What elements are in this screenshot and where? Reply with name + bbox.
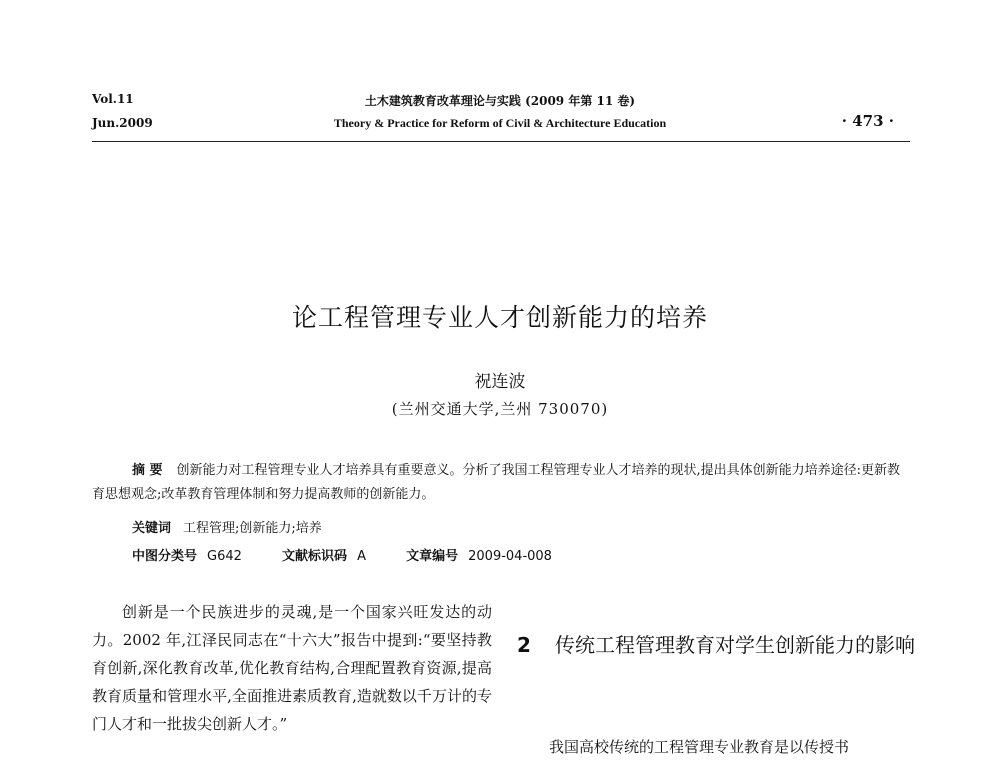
header-divider bbox=[92, 141, 910, 142]
abstract-text: 创新能力对工程管理专业人才培养具有重要意义。分析了我国工程管理专业人才培养的现状,提出具体创新能力培养途径:更新教育思想观念;改革教育管理体制和努力提高教师的创新能力。 bbox=[92, 463, 901, 502]
author-name: 祝连波 bbox=[474, 372, 526, 392]
article-id-label: 文章编号 bbox=[406, 549, 459, 564]
classification-line bbox=[132, 545, 588, 564]
abstract-paragraph bbox=[92, 459, 910, 507]
doc-code-value: A bbox=[357, 549, 366, 564]
keywords bbox=[132, 517, 322, 536]
issue-date: Jun.2009 bbox=[92, 116, 153, 130]
body-right-column bbox=[517, 733, 917, 761]
volume-label: Vol.11 bbox=[92, 92, 134, 106]
section-number: 2 bbox=[517, 633, 531, 657]
clc-value: G642 bbox=[207, 549, 242, 564]
body-paragraph: 创新是一个民族进步的灵魂,是一个国家兴旺发达的动力。2002 年,江泽民同志在“十六大”报告中提到:“要坚持教育创新,深化教育改革,优化教育结构,合理配置教育资源,提高教育质量和管理水平,全面推进素质教育,造就数以千万计的专门人才和一批拔尖创新人才。” bbox=[92, 603, 492, 733]
keywords-text: 工程管理;创新能力;培养 bbox=[183, 521, 322, 536]
journal-title-cn: 土木建筑教育改革理论与实践 (2009 年第 11 卷) bbox=[364, 94, 636, 108]
article-title: 论工程管理专业人才创新能力的培养 bbox=[291, 303, 708, 332]
section-title: 传统工程管理教育对学生创新能力的影响 bbox=[555, 633, 915, 657]
abstract bbox=[92, 459, 910, 507]
clc-label: 中图分类号 bbox=[132, 549, 198, 564]
doc-code-label: 文献标识码 bbox=[282, 549, 348, 564]
author-affiliation: (兰州交通大学,兰州 730070) bbox=[391, 400, 609, 418]
abstract-label: 摘 要 bbox=[132, 463, 163, 478]
body-paragraph-right: 我国高校传统的工程管理专业教育是以传授书 bbox=[549, 738, 850, 756]
keywords-label: 关键词 bbox=[132, 521, 172, 536]
page-number: · 473 · bbox=[841, 112, 894, 130]
body-left-column bbox=[92, 598, 492, 738]
journal-title-en: Theory & Practice for Reform of Civil & Architecture Education bbox=[333, 116, 667, 130]
article-id-value: 2009-04-008 bbox=[468, 549, 552, 564]
